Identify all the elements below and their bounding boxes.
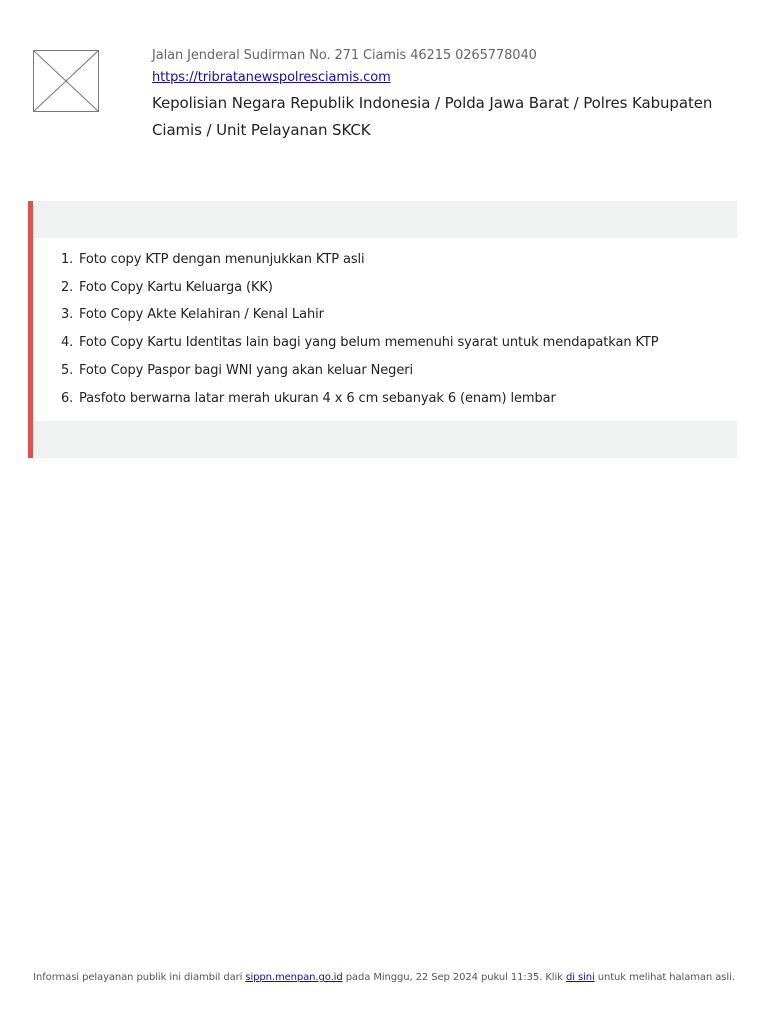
office-address: Jalan Jenderal Sudirman No. 271 Ciamis 46215 0265778040 [152, 48, 537, 63]
requirements-list [61, 246, 659, 412]
list-item [61, 274, 659, 302]
list-item-text: Foto Copy Paspor bagi WNI yang akan keluar Negeri [79, 362, 413, 378]
footer-suffix: untuk melihat halaman asli. [597, 972, 735, 983]
list-item-text: Foto Copy Kartu Keluarga (KK) [79, 279, 273, 295]
list-item [61, 357, 659, 385]
footer-middle: pada Minggu, 22 Sep 2024 pukul 11:35. Klik [345, 972, 563, 983]
panel-footer-band [33, 421, 737, 458]
source-link[interactable]: sippn.menpan.go.id [245, 972, 343, 983]
website-link[interactable]: https://tribratanewspolresciamis.com [152, 70, 391, 85]
list-item-text: Foto Copy Akte Kelahiran / Kenal Lahir [79, 307, 324, 323]
list-number: 5. [61, 362, 74, 378]
list-number: 1. [61, 252, 74, 267]
list-item-text: Pasfoto berwarna latar merah ukuran 4 x 6 cm sebanyak 6 (enam) lembar [79, 390, 556, 406]
panel-header-band [33, 201, 737, 238]
original-page-link[interactable]: di sini [565, 972, 595, 983]
page-header [152, 46, 732, 144]
page-footer [0, 972, 768, 983]
list-item-text: Foto copy KTP dengan menunjukkan KTP asli [79, 252, 365, 267]
list-number: 3. [61, 307, 74, 323]
list-item [61, 301, 659, 329]
footer-prefix: Informasi pelayanan publik ini diambil dari [33, 972, 243, 983]
list-number: 4. [61, 335, 74, 351]
list-item [61, 246, 659, 274]
logo-placeholder-icon [33, 50, 99, 112]
list-item [61, 385, 659, 413]
list-number: 6. [61, 390, 74, 406]
list-item-text: Foto Copy Kartu Identitas lain bagi yang belum memenuhi syarat untuk mendapatkan KTP [79, 335, 659, 351]
list-item [61, 329, 659, 357]
breadcrumb: Kepolisian Negara Republik Indonesia / Polda Jawa Barat / Polres Kabupaten Ciamis / Unit Pelayanan SKCK [152, 94, 713, 139]
list-number: 2. [61, 279, 74, 295]
requirements-panel [28, 201, 737, 458]
